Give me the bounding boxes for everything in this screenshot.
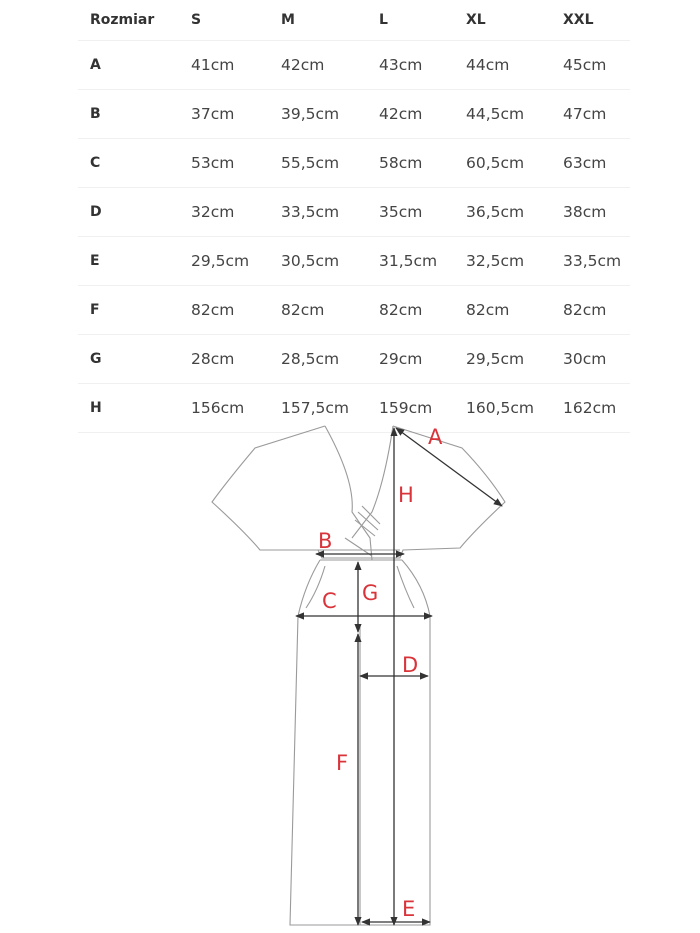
header-size-xxl: XXL xyxy=(551,0,630,41)
table-row xyxy=(78,335,630,384)
table-cell: 32cm xyxy=(179,188,269,237)
header-size-xl: XL xyxy=(454,0,551,41)
table-row xyxy=(78,90,630,139)
table-cell: 39,5cm xyxy=(269,90,367,139)
table-cell: 32,5cm xyxy=(454,237,551,286)
label-a: A xyxy=(428,425,443,449)
table-cell: 55,5cm xyxy=(269,139,367,188)
table-cell: 162cm xyxy=(551,384,630,433)
table-cell: 42cm xyxy=(269,41,367,90)
table-cell: 29,5cm xyxy=(454,335,551,384)
table-cell: 44cm xyxy=(454,41,551,90)
row-label: D xyxy=(78,188,179,237)
table-cell: 30,5cm xyxy=(269,237,367,286)
table-cell: 157,5cm xyxy=(269,384,367,433)
table-cell: 37cm xyxy=(179,90,269,139)
label-h: H xyxy=(398,483,414,507)
table-cell: 41cm xyxy=(179,41,269,90)
table-row xyxy=(78,188,630,237)
bodice-outline xyxy=(212,426,505,558)
table-cell: 63cm xyxy=(551,139,630,188)
header-size-label: Rozmiar xyxy=(78,0,179,41)
label-b: B xyxy=(318,529,333,553)
row-label: F xyxy=(78,286,179,335)
row-label: E xyxy=(78,237,179,286)
table-cell: 53cm xyxy=(179,139,269,188)
table-cell: 33,5cm xyxy=(551,237,630,286)
table-cell: 42cm xyxy=(367,90,454,139)
table-cell: 36,5cm xyxy=(454,188,551,237)
table-cell: 82cm xyxy=(454,286,551,335)
label-f: F xyxy=(336,751,349,775)
row-label: C xyxy=(78,139,179,188)
label-g: G xyxy=(362,581,379,605)
measurement-labels xyxy=(318,425,443,921)
label-c: C xyxy=(322,589,337,613)
header-size-l: L xyxy=(367,0,454,41)
table-row xyxy=(78,41,630,90)
wrap-fold xyxy=(345,506,380,556)
row-label: B xyxy=(78,90,179,139)
table-cell: 58cm xyxy=(367,139,454,188)
size-table xyxy=(78,0,630,433)
table-cell: 33,5cm xyxy=(269,188,367,237)
table-row xyxy=(78,286,630,335)
table-cell: 35cm xyxy=(367,188,454,237)
table-cell: 30cm xyxy=(551,335,630,384)
table-cell: 31,5cm xyxy=(367,237,454,286)
table-cell: 82cm xyxy=(269,286,367,335)
table-cell: 43cm xyxy=(367,41,454,90)
table-cell: 44,5cm xyxy=(454,90,551,139)
label-d: D xyxy=(402,653,419,677)
table-cell: 29cm xyxy=(367,335,454,384)
table-cell: 82cm xyxy=(551,286,630,335)
garment-diagram xyxy=(0,420,700,933)
table-row xyxy=(78,237,630,286)
table-cell: 28cm xyxy=(179,335,269,384)
table-cell: 160,5cm xyxy=(454,384,551,433)
table-cell: 82cm xyxy=(367,286,454,335)
table-cell: 38cm xyxy=(551,188,630,237)
label-e: E xyxy=(402,897,416,921)
header-size-m: M xyxy=(269,0,367,41)
table-cell: 45cm xyxy=(551,41,630,90)
header-row xyxy=(78,0,630,41)
table-cell: 29,5cm xyxy=(179,237,269,286)
table-cell: 82cm xyxy=(179,286,269,335)
table-cell: 28,5cm xyxy=(269,335,367,384)
table-cell: 156cm xyxy=(179,384,269,433)
row-label: G xyxy=(78,335,179,384)
table-row xyxy=(78,139,630,188)
table-cell: 47cm xyxy=(551,90,630,139)
header-size-s: S xyxy=(179,0,269,41)
row-label: H xyxy=(78,384,179,433)
table-cell: 60,5cm xyxy=(454,139,551,188)
table-cell: 159cm xyxy=(367,384,454,433)
row-label: A xyxy=(78,41,179,90)
